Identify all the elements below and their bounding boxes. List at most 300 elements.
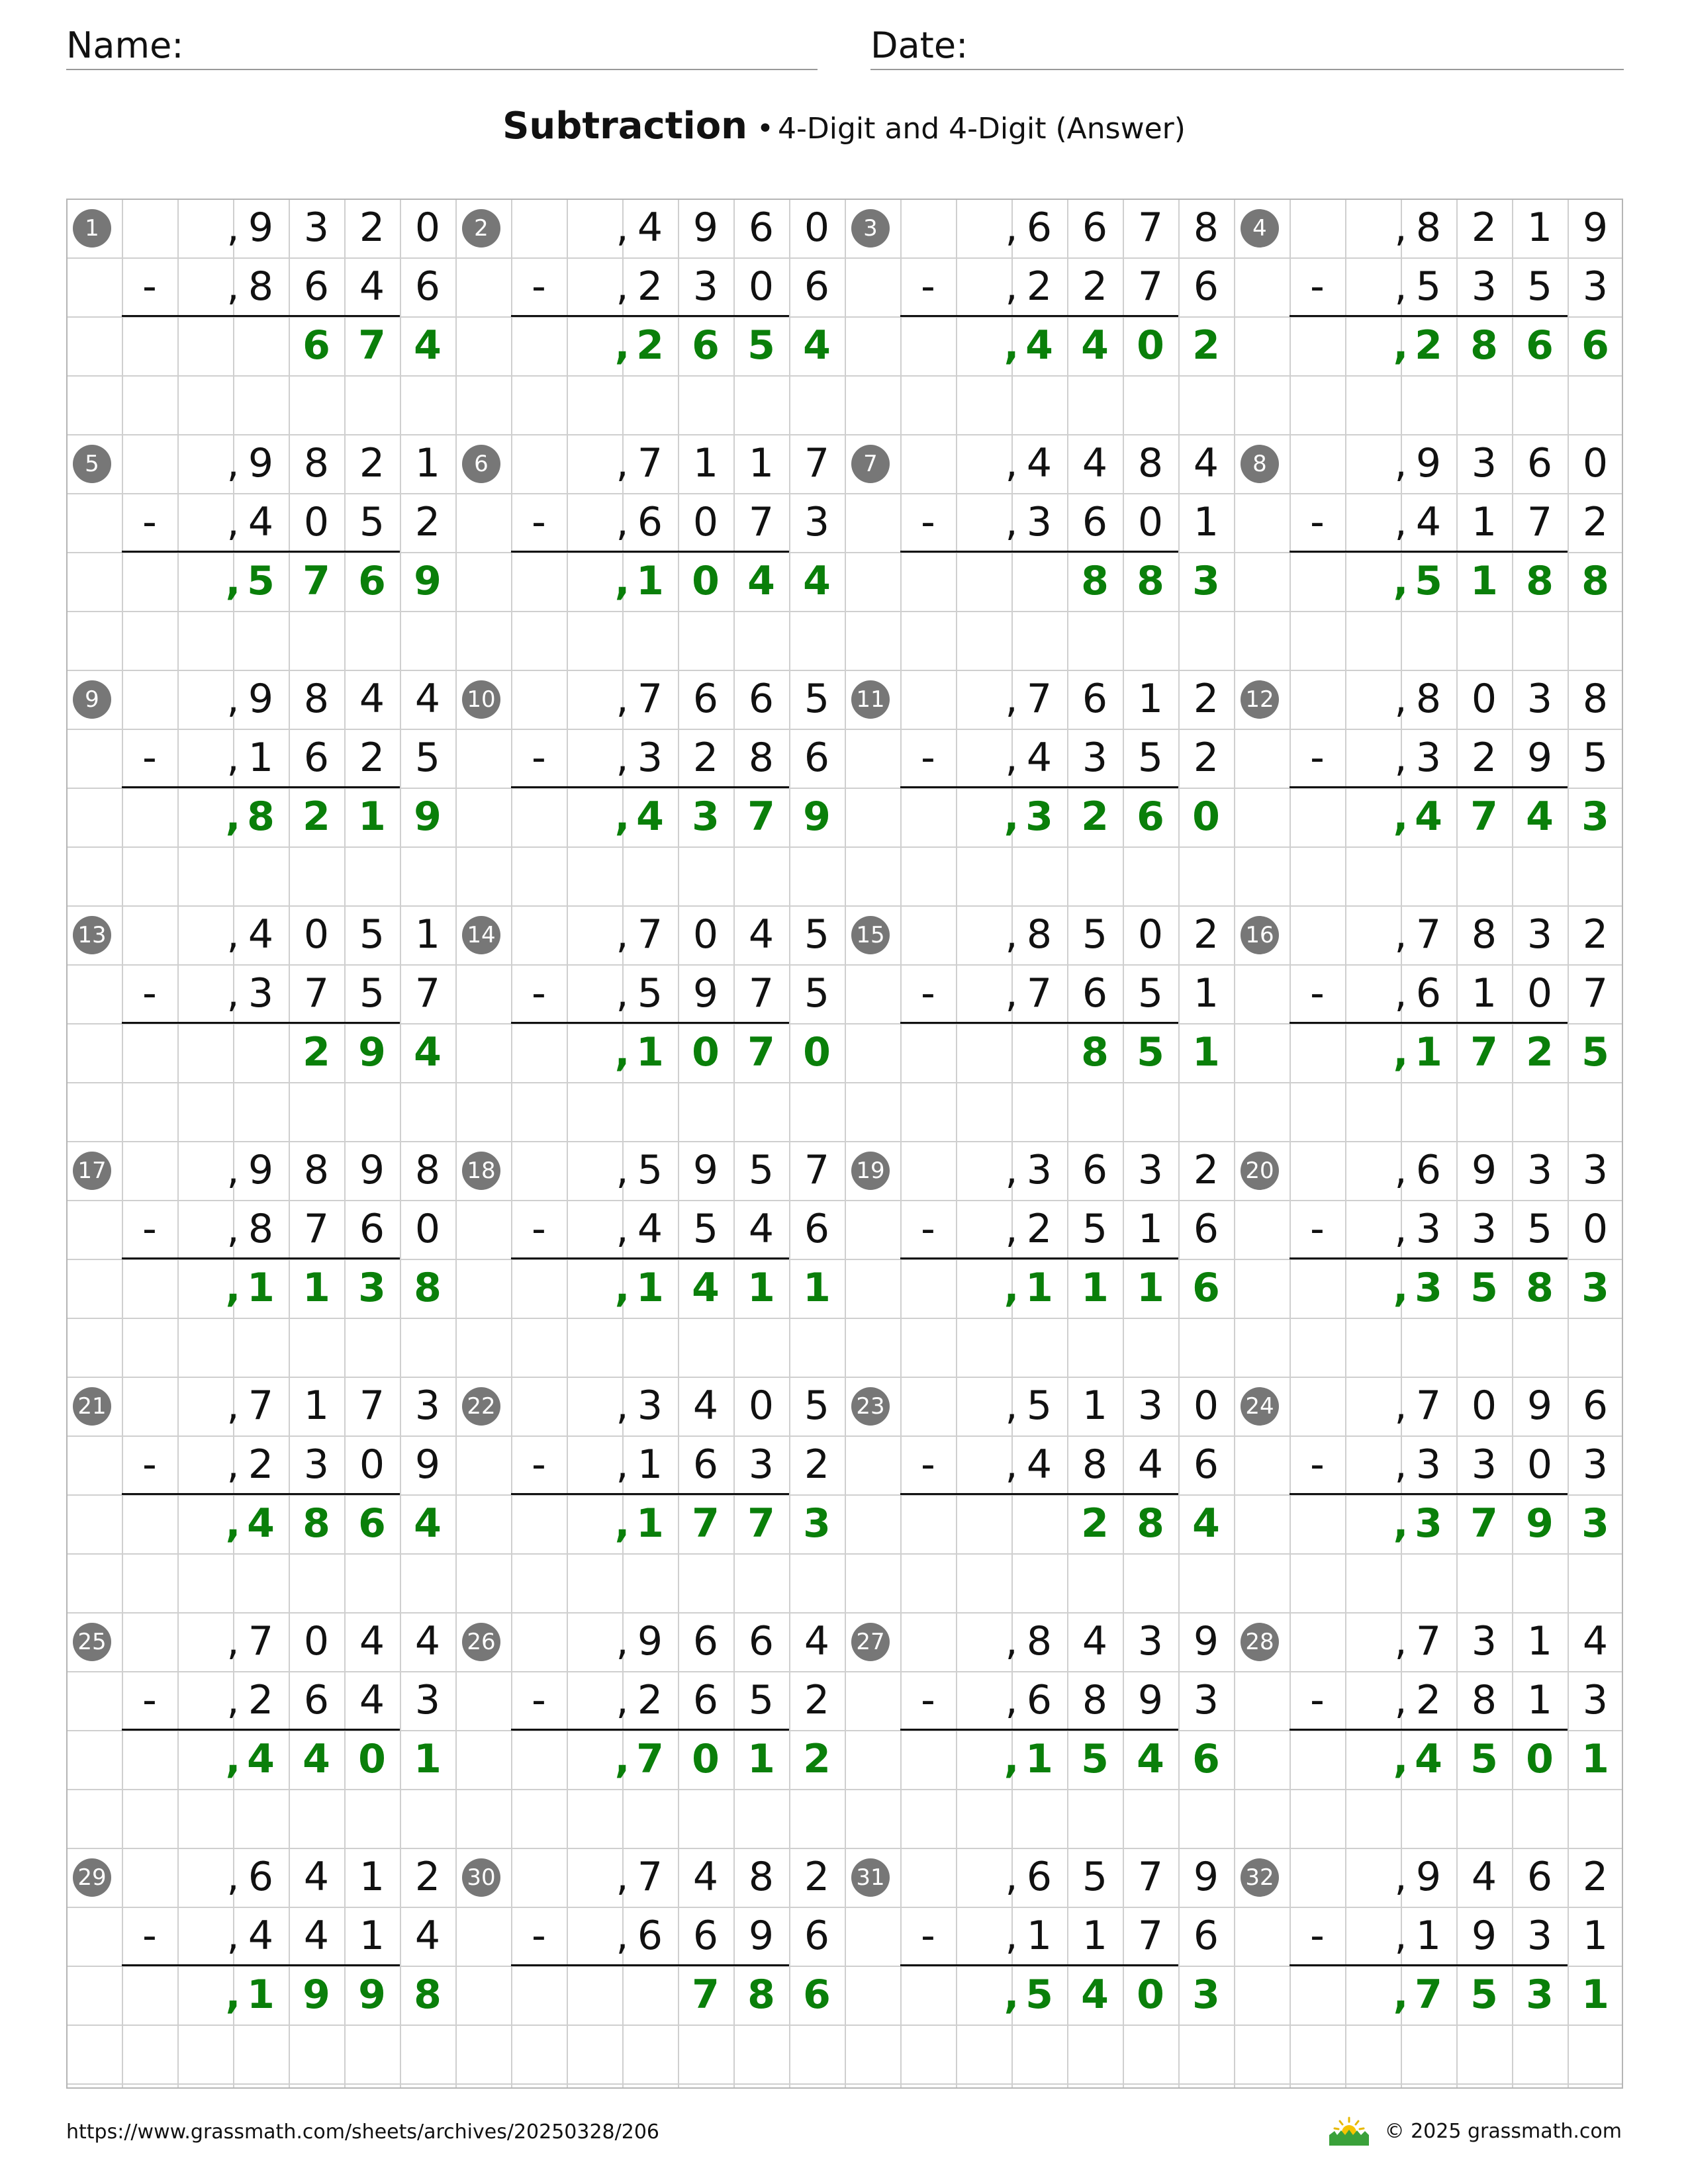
- answer-digit: 6: [692, 322, 720, 369]
- thousands-separator: ,: [616, 735, 629, 781]
- problem-number-badge: 21: [73, 1387, 111, 1426]
- thousands-separator: ,: [1394, 1206, 1407, 1252]
- thousands-separator: ,: [1005, 911, 1018, 958]
- thousands-separator: ,: [1393, 1500, 1409, 1547]
- answer-digit: 7: [358, 322, 386, 369]
- operand-digit: 8: [1471, 1677, 1497, 1723]
- operand-digit: 8: [1582, 676, 1609, 722]
- thousands-separator: ,: [1004, 1736, 1019, 1782]
- thousands-separator: ,: [616, 205, 629, 251]
- problem-number-badge: 17: [73, 1152, 111, 1190]
- thousands-separator: ,: [225, 558, 241, 604]
- answer-digit: 7: [747, 1029, 775, 1075]
- operand-digit: 0: [1526, 970, 1553, 1017]
- operand-digit: 0: [804, 205, 830, 251]
- problem-20: [1234, 1141, 1623, 1377]
- operand-digit: 4: [637, 205, 663, 251]
- operand-digit: 6: [1026, 205, 1053, 251]
- problem-16: [1234, 905, 1623, 1142]
- operand-digit: 4: [1082, 440, 1108, 486]
- minus-sign: -: [532, 1677, 546, 1723]
- answer-digit: 9: [303, 1972, 330, 2018]
- thousands-separator: ,: [614, 558, 630, 604]
- problem-number-badge: 20: [1241, 1152, 1279, 1190]
- operand-digit: 4: [248, 1913, 274, 1959]
- minus-sign: -: [142, 263, 157, 310]
- operand-digit: 0: [1193, 1383, 1219, 1429]
- operand-digit: 8: [1026, 1618, 1053, 1664]
- problem-number-badge: 18: [462, 1152, 500, 1190]
- answer-digit: 8: [1137, 1500, 1164, 1547]
- answer-digit: 8: [747, 1972, 775, 2018]
- operand-digit: 7: [1415, 1618, 1442, 1664]
- name-field[interactable]: [66, 26, 818, 70]
- answer-digit: 8: [1470, 322, 1498, 369]
- thousands-separator: ,: [1394, 1677, 1407, 1723]
- minus-sign: -: [921, 735, 935, 781]
- answer-digit: 4: [1415, 794, 1442, 840]
- operand-digit: 8: [1082, 1441, 1108, 1488]
- operand-digit: 2: [1193, 1147, 1219, 1193]
- operand-digit: 3: [248, 970, 274, 1017]
- operand-digit: 2: [637, 263, 663, 310]
- operand-digit: 5: [1082, 1854, 1108, 1900]
- thousands-separator: ,: [226, 499, 240, 545]
- answer-digit: 8: [1526, 558, 1554, 604]
- operand-digit: 2: [248, 1441, 274, 1488]
- operand-digit: 2: [1471, 735, 1497, 781]
- operand-digit: 2: [359, 205, 385, 251]
- operand-digit: 6: [1026, 1854, 1053, 1900]
- operand-digit: 7: [303, 1206, 330, 1252]
- operand-digit: 5: [1582, 735, 1609, 781]
- thousands-separator: ,: [1394, 1147, 1407, 1193]
- operand-digit: 7: [748, 970, 774, 1017]
- operand-digit: 2: [1193, 735, 1219, 781]
- answer-digit: 4: [803, 322, 831, 369]
- operand-digit: 6: [1082, 499, 1108, 545]
- answer-digit: 2: [1081, 1500, 1109, 1547]
- thousands-separator: ,: [1005, 1854, 1018, 1900]
- problem-number-badge: 19: [851, 1152, 890, 1190]
- operand-digit: 6: [1082, 1147, 1108, 1193]
- answer-digit: 4: [747, 558, 775, 604]
- thousands-separator: ,: [1394, 440, 1407, 486]
- answer-digit: 1: [1470, 558, 1498, 604]
- operand-digit: 8: [1082, 1677, 1108, 1723]
- answer-digit: 1: [247, 1972, 275, 2018]
- answer-digit: 6: [358, 1500, 386, 1547]
- operand-digit: 3: [1582, 1677, 1609, 1723]
- problem-10: [455, 670, 845, 906]
- answer-digit: 5: [1415, 558, 1442, 604]
- answer-digit: 5: [747, 322, 775, 369]
- operand-digit: 1: [248, 735, 274, 781]
- answer-digit: 0: [803, 1029, 831, 1075]
- operand-digit: 5: [1526, 263, 1553, 310]
- answer-digit: 4: [1137, 1736, 1164, 1782]
- thousands-separator: ,: [1394, 1854, 1407, 1900]
- answer-digit: 3: [1025, 794, 1053, 840]
- problem-number-badge: 12: [1241, 680, 1279, 719]
- minus-sign: -: [1310, 970, 1325, 1017]
- operand-digit: 4: [1026, 735, 1053, 781]
- operand-digit: 8: [303, 440, 330, 486]
- answer-digit: 4: [1081, 1972, 1109, 2018]
- problem-1: [66, 199, 455, 435]
- operand-digit: 1: [1137, 676, 1164, 722]
- operand-digit: 3: [1471, 1618, 1497, 1664]
- operand-digit: 1: [692, 440, 719, 486]
- answer-digit: 0: [692, 558, 720, 604]
- operand-digit: 1: [1193, 970, 1219, 1017]
- thousands-separator: ,: [226, 970, 240, 1017]
- operand-digit: 7: [1137, 205, 1164, 251]
- operand-digit: 3: [414, 1383, 441, 1429]
- operand-digit: 1: [1082, 1913, 1108, 1959]
- thousands-separator: ,: [1004, 794, 1019, 840]
- answer-digit: 5: [247, 558, 275, 604]
- answer-digit: 3: [1415, 1265, 1442, 1311]
- answer-digit: 5: [1025, 1972, 1053, 2018]
- operand-digit: 3: [1471, 440, 1497, 486]
- operand-digit: 6: [1415, 1147, 1442, 1193]
- answer-digit: 9: [803, 794, 831, 840]
- operand-digit: 7: [1415, 911, 1442, 958]
- operand-digit: 2: [248, 1677, 274, 1723]
- operand-digit: 6: [1026, 1677, 1053, 1723]
- problem-grid: [66, 199, 1623, 2089]
- problem-9: [66, 670, 455, 906]
- answer-digit: 9: [414, 558, 442, 604]
- operand-digit: 6: [414, 263, 441, 310]
- thousands-separator: ,: [226, 735, 240, 781]
- answer-digit: 4: [1415, 1736, 1442, 1782]
- thousands-separator: ,: [616, 440, 629, 486]
- problem-number-badge: 13: [73, 916, 111, 954]
- operand-digit: 7: [748, 499, 774, 545]
- answer-digit: 8: [303, 1500, 330, 1547]
- operand-digit: 6: [1193, 263, 1219, 310]
- operand-digit: 3: [637, 735, 663, 781]
- problem-12: [1234, 670, 1623, 906]
- operand-digit: 7: [1137, 1854, 1164, 1900]
- operand-digit: 6: [1415, 970, 1442, 1017]
- operand-digit: 8: [248, 263, 274, 310]
- operand-digit: 6: [1193, 1913, 1219, 1959]
- problem-8: [1234, 434, 1623, 670]
- problem-31: [845, 1848, 1234, 2084]
- problem-number-badge: 29: [73, 1858, 111, 1897]
- thousands-separator: ,: [1004, 1265, 1019, 1311]
- thousands-separator: ,: [1393, 1029, 1409, 1075]
- thousands-separator: ,: [1005, 263, 1018, 310]
- problem-number-badge: 8: [1241, 445, 1279, 483]
- operand-digit: 7: [248, 1383, 274, 1429]
- answer-digit: 6: [1192, 1736, 1220, 1782]
- thousands-separator: ,: [616, 1618, 629, 1664]
- operand-digit: 7: [637, 440, 663, 486]
- thousands-separator: ,: [226, 1383, 240, 1429]
- minus-sign: -: [1310, 1677, 1325, 1723]
- operand-digit: 6: [1082, 970, 1108, 1017]
- thousands-separator: ,: [1005, 1147, 1018, 1193]
- operand-digit: 8: [1137, 440, 1164, 486]
- operand-digit: 4: [414, 1618, 441, 1664]
- answer-digit: 0: [692, 1029, 720, 1075]
- answer-digit: 1: [247, 1265, 275, 1311]
- thousands-separator: ,: [226, 911, 240, 958]
- minus-sign: -: [921, 263, 935, 310]
- operand-digit: 1: [1137, 1206, 1164, 1252]
- operand-digit: 1: [1082, 1383, 1108, 1429]
- problem-number-badge: 6: [462, 445, 500, 483]
- operand-digit: 3: [1582, 1441, 1609, 1488]
- operand-digit: 3: [1137, 1618, 1164, 1664]
- operand-digit: 3: [1526, 911, 1553, 958]
- answer-digit: 1: [358, 794, 386, 840]
- operand-digit: 7: [1526, 499, 1553, 545]
- thousands-separator: ,: [616, 676, 629, 722]
- operand-digit: 5: [637, 1147, 663, 1193]
- answer-digit: 1: [636, 1500, 664, 1547]
- operand-digit: 0: [748, 1383, 774, 1429]
- problem-17: [66, 1141, 455, 1377]
- operand-digit: 9: [414, 1441, 441, 1488]
- operand-digit: 4: [248, 911, 274, 958]
- operand-digit: 6: [303, 735, 330, 781]
- operand-digit: 7: [637, 911, 663, 958]
- operand-digit: 0: [692, 499, 719, 545]
- thousands-separator: ,: [1393, 794, 1409, 840]
- thousands-separator: ,: [1394, 911, 1407, 958]
- answer-digit: 6: [303, 322, 330, 369]
- minus-sign: -: [532, 499, 546, 545]
- thousands-separator: ,: [1005, 970, 1018, 1017]
- thousands-separator: ,: [1394, 735, 1407, 781]
- problem-24: [1234, 1377, 1623, 1613]
- thousands-separator: ,: [1005, 1618, 1018, 1664]
- answer-digit: 4: [636, 794, 664, 840]
- answer-digit: 3: [1192, 558, 1220, 604]
- answer-digit: 6: [1137, 794, 1164, 840]
- thousands-separator: ,: [1005, 1441, 1018, 1488]
- operand-digit: 6: [637, 499, 663, 545]
- problem-number-badge: 25: [73, 1623, 111, 1661]
- thousands-separator: ,: [1005, 676, 1018, 722]
- problem-27: [845, 1612, 1234, 1848]
- answer-digit: 2: [1081, 794, 1109, 840]
- operand-digit: 1: [1471, 970, 1497, 1017]
- operand-digit: 6: [692, 1441, 719, 1488]
- operand-digit: 5: [414, 735, 441, 781]
- operand-digit: 5: [748, 1147, 774, 1193]
- answer-digit: 2: [636, 322, 664, 369]
- answer-digit: 0: [1192, 794, 1220, 840]
- answer-digit: 1: [636, 1265, 664, 1311]
- thousands-separator: ,: [614, 1736, 630, 1782]
- operand-digit: 4: [414, 1913, 441, 1959]
- operand-digit: 7: [414, 970, 441, 1017]
- operand-digit: 6: [748, 205, 774, 251]
- operand-digit: 3: [1582, 263, 1609, 310]
- worksheet-title: [0, 105, 1688, 148]
- minus-sign: -: [142, 499, 157, 545]
- answer-digit: 1: [747, 1265, 775, 1311]
- thousands-separator: ,: [1394, 1913, 1407, 1959]
- answer-digit: 1: [803, 1265, 831, 1311]
- operand-digit: 1: [414, 440, 441, 486]
- operand-digit: 3: [637, 1383, 663, 1429]
- minus-sign: -: [1310, 1441, 1325, 1488]
- answer-digit: 1: [1081, 1265, 1109, 1311]
- answer-digit: 4: [1526, 794, 1554, 840]
- date-field[interactable]: [870, 26, 1624, 70]
- minus-sign: -: [532, 1441, 546, 1488]
- operand-digit: 4: [248, 499, 274, 545]
- thousands-separator: ,: [1005, 1677, 1018, 1723]
- answer-digit: 0: [1526, 1736, 1554, 1782]
- operand-digit: 2: [637, 1677, 663, 1723]
- operand-digit: 9: [692, 970, 719, 1017]
- answer-digit: 8: [1137, 558, 1164, 604]
- thousands-separator: ,: [1005, 735, 1018, 781]
- operand-digit: 3: [1137, 1147, 1164, 1193]
- thousands-separator: ,: [1004, 322, 1019, 369]
- operand-digit: 1: [748, 440, 774, 486]
- answer-digit: 4: [303, 1736, 330, 1782]
- thousands-separator: ,: [1394, 1441, 1407, 1488]
- problem-22: [455, 1377, 845, 1613]
- minus-sign: -: [532, 263, 546, 310]
- thousands-separator: ,: [614, 1500, 630, 1547]
- operand-digit: 1: [1526, 1677, 1553, 1723]
- thousands-separator: ,: [1393, 1972, 1409, 2018]
- minus-sign: -: [142, 1206, 157, 1252]
- thousands-separator: ,: [226, 1913, 240, 1959]
- problem-4: [1234, 199, 1623, 435]
- thousands-separator: ,: [1005, 499, 1018, 545]
- minus-sign: -: [921, 970, 935, 1017]
- operand-digit: 5: [1526, 1206, 1553, 1252]
- thousands-separator: ,: [226, 205, 240, 251]
- thousands-separator: ,: [614, 322, 630, 369]
- thousands-separator: ,: [616, 1441, 629, 1488]
- operand-digit: 4: [303, 1854, 330, 1900]
- operand-digit: 5: [1415, 263, 1442, 310]
- problem-26: [455, 1612, 845, 1848]
- operand-digit: 0: [1471, 676, 1497, 722]
- answer-digit: 9: [358, 1972, 386, 2018]
- answer-digit: 9: [358, 1029, 386, 1075]
- operand-digit: 4: [1137, 1441, 1164, 1488]
- minus-sign: -: [921, 1206, 935, 1252]
- operand-digit: 9: [1471, 1147, 1497, 1193]
- problem-23: [845, 1377, 1234, 1613]
- problem-number-badge: 27: [851, 1623, 890, 1661]
- minus-sign: -: [921, 1441, 935, 1488]
- operand-digit: 4: [1026, 1441, 1053, 1488]
- answer-digit: 1: [1137, 1265, 1164, 1311]
- answer-digit: 7: [692, 1500, 720, 1547]
- answer-digit: 4: [247, 1736, 275, 1782]
- operand-digit: 3: [1415, 1206, 1442, 1252]
- answer-digit: 5: [1470, 1265, 1498, 1311]
- operand-digit: 8: [1415, 205, 1442, 251]
- problem-5: [66, 434, 455, 670]
- thousands-separator: ,: [616, 1206, 629, 1252]
- answer-digit: 4: [1081, 322, 1109, 369]
- operand-digit: 3: [414, 1677, 441, 1723]
- operand-digit: 0: [414, 205, 441, 251]
- thousands-separator: ,: [1393, 1736, 1409, 1782]
- operand-digit: 6: [1582, 1383, 1609, 1429]
- operand-digit: 2: [1471, 205, 1497, 251]
- thousands-separator: ,: [226, 263, 240, 310]
- operand-digit: 2: [1193, 911, 1219, 958]
- operand-digit: 2: [804, 1677, 830, 1723]
- answer-digit: 7: [1470, 1029, 1498, 1075]
- problem-21: [66, 1377, 455, 1613]
- operand-digit: 9: [248, 1147, 274, 1193]
- thousands-separator: ,: [1394, 1383, 1407, 1429]
- operand-digit: 4: [303, 1913, 330, 1959]
- answer-digit: 2: [1192, 322, 1220, 369]
- operand-digit: 9: [637, 1618, 663, 1664]
- operand-digit: 7: [248, 1618, 274, 1664]
- operand-digit: 9: [1415, 1854, 1442, 1900]
- problem-number-badge: 9: [73, 680, 111, 719]
- answer-digit: 3: [1192, 1972, 1220, 2018]
- answer-digit: 7: [636, 1736, 664, 1782]
- thousands-separator: ,: [616, 1854, 629, 1900]
- thousands-separator: ,: [1394, 263, 1407, 310]
- operand-digit: 9: [692, 1147, 719, 1193]
- answer-digit: 3: [1526, 1972, 1554, 2018]
- problem-number-badge: 5: [73, 445, 111, 483]
- answer-digit: 4: [247, 1500, 275, 1547]
- answer-digit: 1: [1025, 1265, 1053, 1311]
- answer-digit: 4: [414, 322, 442, 369]
- answer-digit: 3: [1581, 794, 1609, 840]
- operand-digit: 0: [748, 263, 774, 310]
- operand-digit: 6: [303, 263, 330, 310]
- operand-digit: 9: [248, 676, 274, 722]
- operand-digit: 5: [1082, 911, 1108, 958]
- operand-digit: 5: [359, 970, 385, 1017]
- operand-digit: 3: [1026, 499, 1053, 545]
- operand-digit: 5: [637, 970, 663, 1017]
- operand-digit: 6: [748, 676, 774, 722]
- title-bullet: •: [757, 112, 774, 146]
- problem-18: [455, 1141, 845, 1377]
- operand-digit: 4: [1082, 1618, 1108, 1664]
- operand-digit: 4: [1193, 440, 1219, 486]
- operand-digit: 2: [1582, 911, 1609, 958]
- operand-digit: 3: [303, 1441, 330, 1488]
- sun-over-grass-icon: [1328, 2115, 1370, 2147]
- operand-digit: 1: [1582, 1913, 1609, 1959]
- problem-14: [455, 905, 845, 1142]
- answer-digit: 3: [1581, 1500, 1609, 1547]
- operand-digit: 8: [1471, 911, 1497, 958]
- footer-url: https://www.grassmath.com/sheets/archives/20250328/206: [66, 2120, 660, 2144]
- answer-digit: 0: [358, 1736, 386, 1782]
- answer-digit: 8: [1081, 1029, 1109, 1075]
- answer-digit: 0: [692, 1736, 720, 1782]
- operand-digit: 3: [692, 263, 719, 310]
- operand-digit: 6: [1082, 676, 1108, 722]
